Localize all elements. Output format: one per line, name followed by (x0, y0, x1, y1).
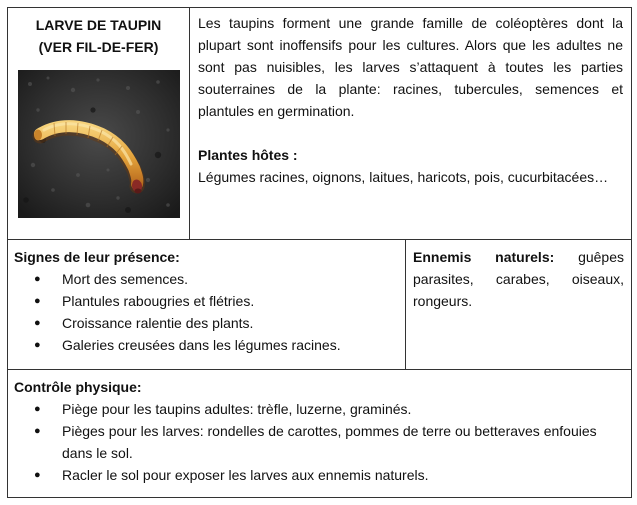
signs-cell (8, 240, 406, 369)
enemies-text: guêpes parasites, carabes, oiseaux, rongeurs. (413, 249, 624, 309)
list-item: ● Racler le sol pour exposer les larves aux ennemis naturels. (14, 464, 623, 486)
hosts-heading: Plantes hôtes : (198, 147, 298, 163)
pest-title (8, 14, 189, 58)
title-cell (8, 8, 190, 239)
list-item: ● Plantules rabougries et flétries. (14, 290, 405, 312)
pest-title-line2: (VER FIL-DE-FER) (38, 39, 159, 55)
control-cell (8, 370, 631, 498)
header-row (8, 8, 631, 240)
wireworm-photo (18, 70, 180, 218)
pest-description: Les taupins forment une grande famille de coléoptères dont la plupart sont inoffensifs pour les cultures. Alors que les adultes ne sont pas nuisibles, les larves s’attaquent à toutes les parties souterraines de la plante: racines, tubercules, semences et plantules en germination. (198, 15, 623, 119)
enemies-heading: Ennemis naturels: (413, 249, 555, 265)
description-cell (190, 8, 631, 239)
hosts-text: Légumes racines, oignons, laitues, haricots, pois, cucurbitacées… (198, 169, 609, 185)
list-item: ● Pièges pour les larves: rondelles de carottes, pommes de terre ou betteraves enfouies dans le sol. (14, 420, 623, 464)
signs-heading: Signes de leur présence: (14, 249, 180, 265)
signs-enemies-row (8, 240, 631, 370)
list-item: ● Galeries creusées dans les légumes racines. (14, 334, 405, 356)
signs-list (14, 268, 405, 356)
pest-title-line1: LARVE DE TAUPIN (35, 17, 162, 33)
spacer (198, 122, 623, 144)
enemies-paragraph (413, 246, 624, 312)
control-list (14, 398, 623, 486)
list-item: ● Piège pour les taupins adultes: trèfle, luzerne, graminés. (14, 398, 623, 420)
control-heading: Contrôle physique: (14, 379, 142, 395)
list-item: ● Croissance ralentie des plants. (14, 312, 405, 334)
control-row (8, 370, 631, 498)
enemies-cell (406, 240, 631, 369)
list-item: ● Mort des semences. (14, 268, 405, 290)
pest-fact-sheet (7, 7, 632, 498)
